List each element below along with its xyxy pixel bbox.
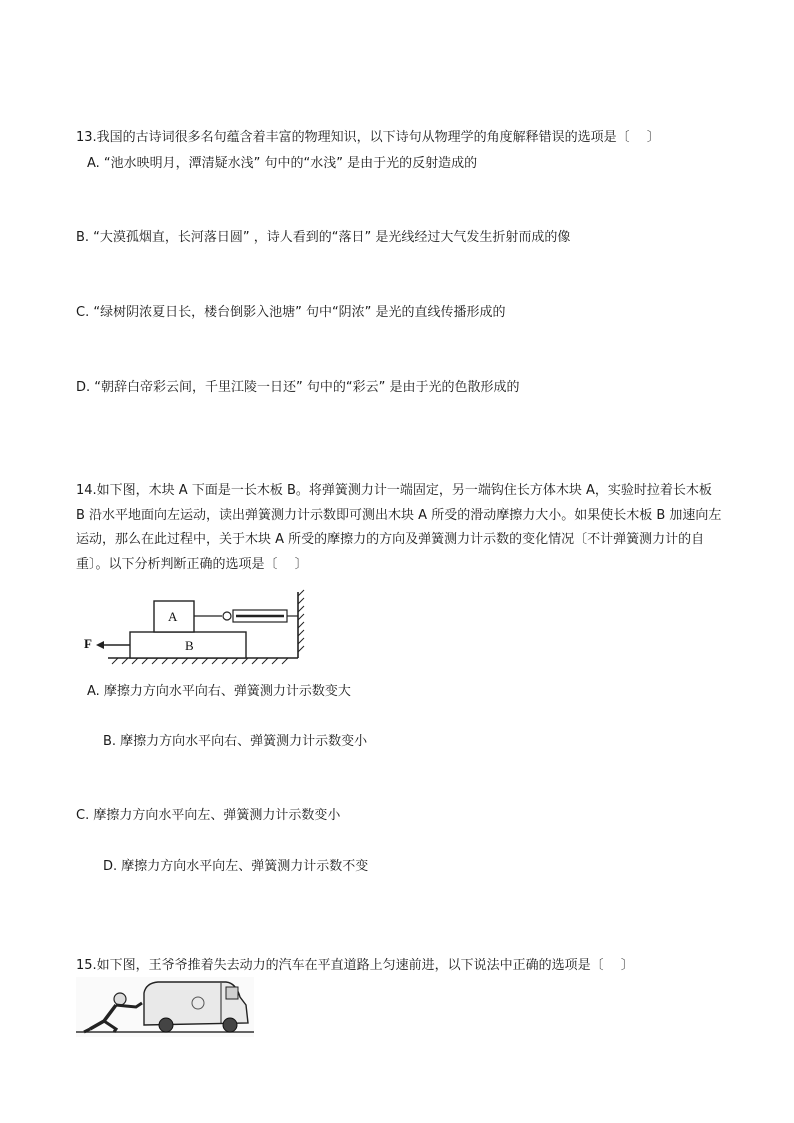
q14-option-a: A. 摩擦力方向水平向右、弹簧测力计示数变大 [87, 684, 351, 699]
q13-stem: 13.我国的古诗词很多名句蕴含着丰富的物理知识，以下诗句从物理学的角度解释错误的选项是〔 〕 [76, 130, 660, 145]
label-b: B [185, 638, 194, 653]
q13-option-d: D. “朝辞白帝彩云间，千里江陵一日还” 句中的“彩云” 是由于光的色散形成的 [76, 380, 520, 395]
q13-option-c: C. “绿树阴浓夏日长，楼台倒影入池塘” 句中“阴浓” 是光的直线传播形成的 [76, 305, 506, 320]
wheel-rear [159, 1018, 173, 1032]
q13-option-a: A. “池水映明月，潭清疑水浅” 句中的“水浅” 是由于光的反射造成的 [87, 156, 478, 171]
spring-scale [223, 610, 298, 622]
label-a: A [168, 609, 178, 624]
q14-option-c: C. 摩擦力方向水平向左、弹簧测力计示数变小 [76, 808, 341, 823]
q15-stem: 15.如下图，王爷爷推着失去动力的汽车在平直道路上匀速前进，以下说法中正确的选项是〔 〕 [76, 958, 634, 973]
q13-option-b: B. “大漠孤烟直，长河落日圆” ，诗人看到的“落日” 是光线经过大气发生折射而成的像 [76, 230, 571, 245]
spring-scale-figure [82, 586, 312, 666]
wheel-front [223, 1018, 237, 1032]
q14-option-b: B. 摩擦力方向水平向右、弹簧测力计示数变小 [103, 734, 368, 749]
q14-stem: 14.如下图，木块 A 下面是一长木板 B。将弹簧测力计一端固定，另一端钩住长方体木块 A，实验时拉着长木板 B 沿水平地面向左运动，读出弹簧测力计示数即可测出木块 A 所受的滑动摩擦力大小。如果使长木板 B 加速向左运动，那么在此过程中，关于木块 A 所受的摩擦力的方向及弹簧测力计示数的变化情况〔不计弹簧测力计的自重〕。以下分析判断正确的选项是〔 〕 [76, 483, 722, 572]
ground-hatching [112, 658, 288, 664]
q14-option-d: D. 摩擦力方向水平向左、弹簧测力计示数不变 [103, 859, 369, 874]
push-car-illustration [76, 977, 254, 1037]
label-f: F [84, 636, 92, 651]
wall-hatching [298, 590, 304, 652]
force-arrow-head [96, 641, 104, 649]
